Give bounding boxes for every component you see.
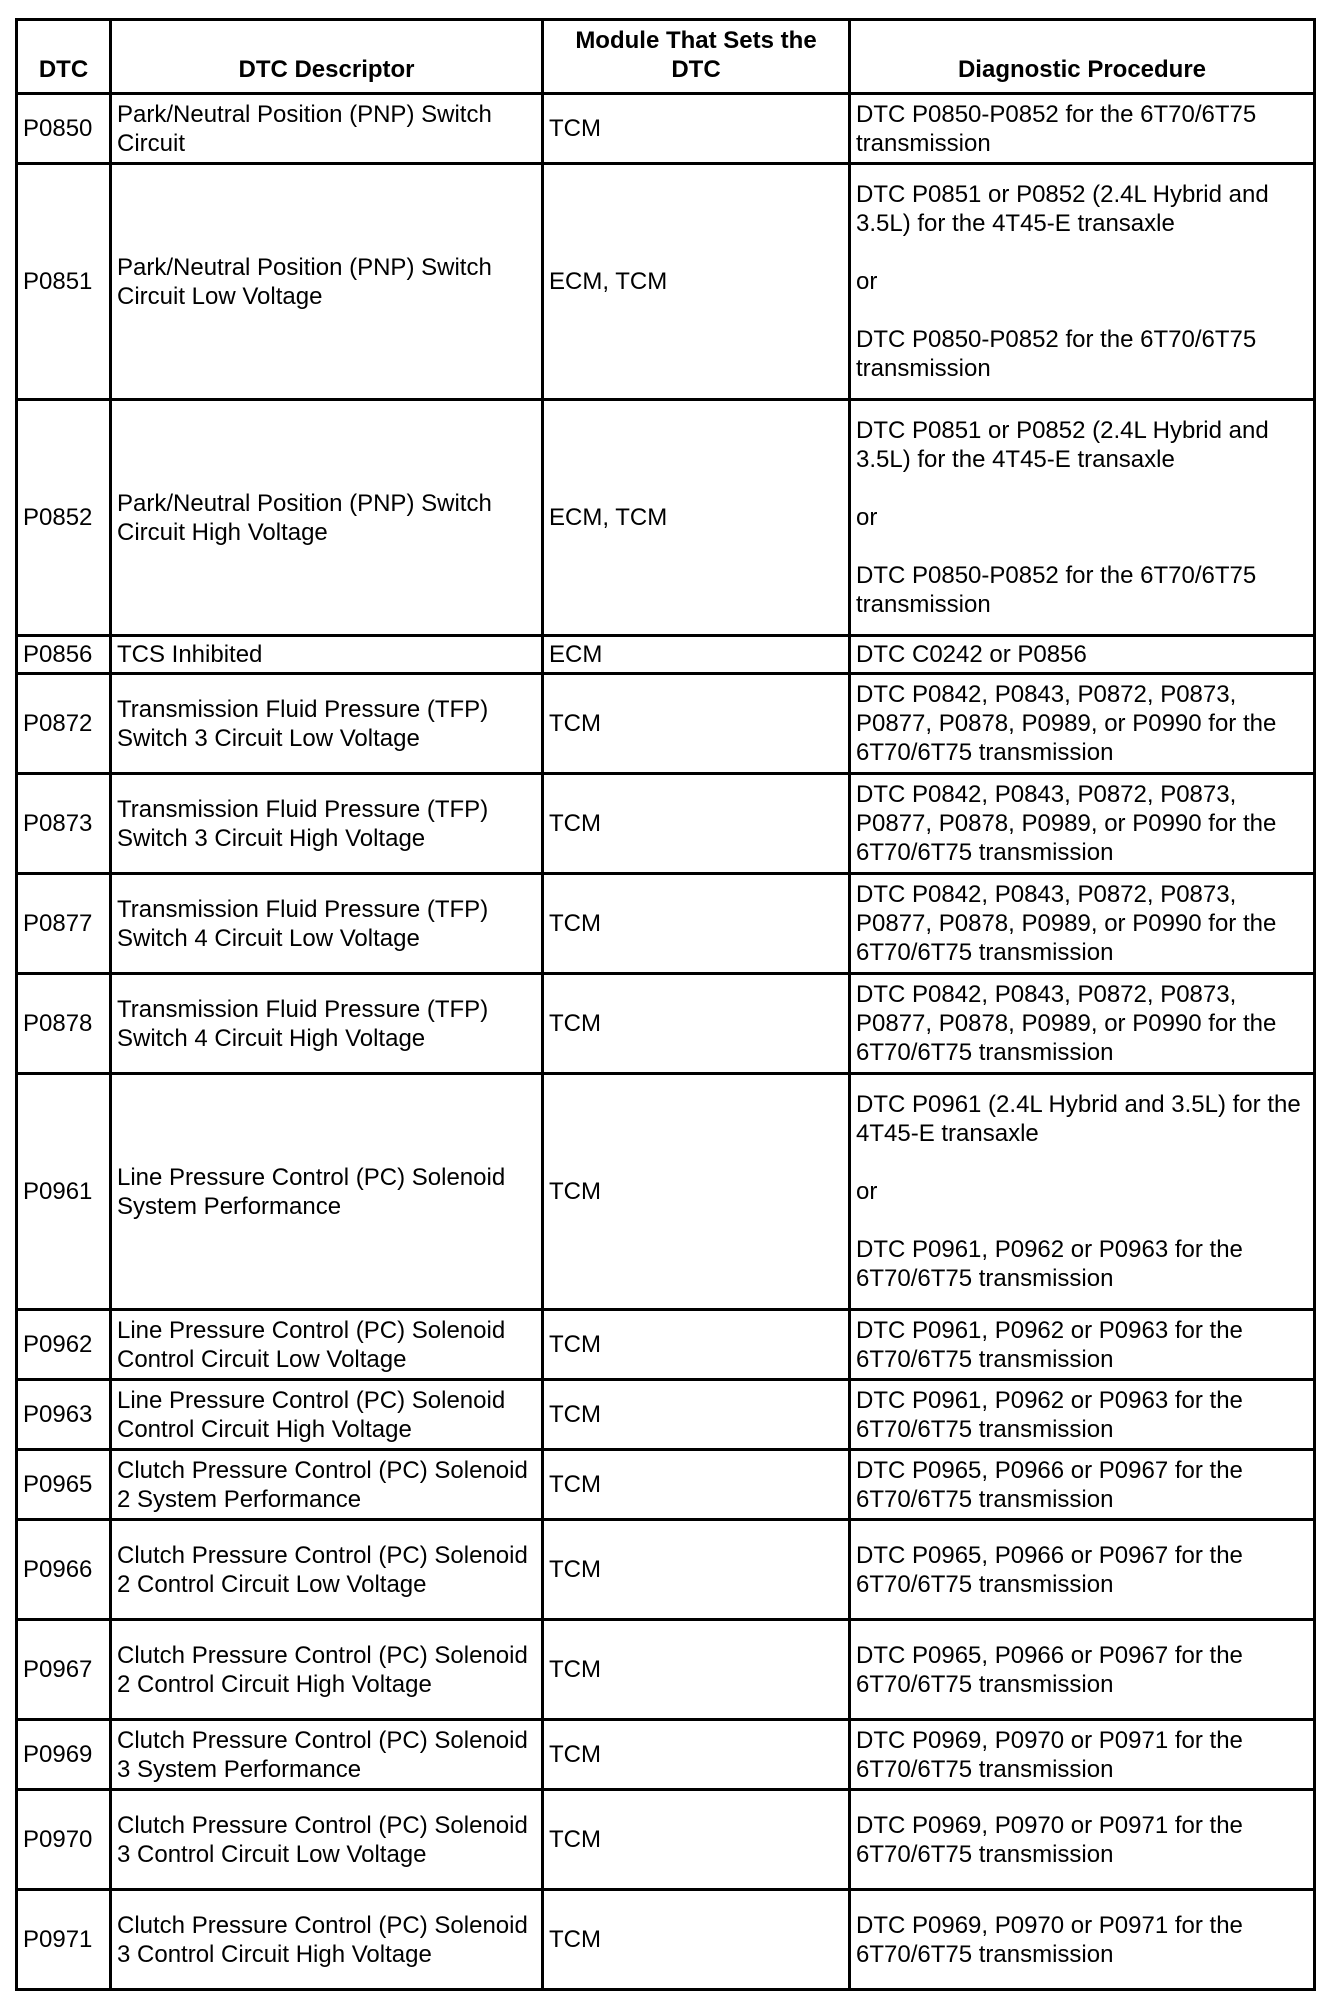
dtc-cell: P0873 bbox=[17, 774, 111, 874]
procedure-cell: DTC P0969, P0970 or P0971 for the 6T70/6T75 transmission bbox=[850, 1790, 1315, 1890]
descriptor-cell: Clutch Pressure Control (PC) Solenoid 3 System Performance bbox=[111, 1720, 543, 1790]
table-row bbox=[17, 94, 1315, 164]
module-cell: ECM, TCM bbox=[543, 400, 850, 636]
module-cell: TCM bbox=[543, 1790, 850, 1890]
procedure-cell: DTC P0961, P0962 or P0963 for the 6T70/6T75 transmission bbox=[850, 1380, 1315, 1450]
dtc-cell: P0851 bbox=[17, 164, 111, 400]
table-row bbox=[17, 164, 1315, 400]
dtc-cell: P0961 bbox=[17, 1074, 111, 1310]
procedure-cell: DTC P0842, P0843, P0872, P0873, P0877, P0878, P0989, or P0990 for the 6T70/6T75 transmission bbox=[850, 674, 1315, 774]
table-row bbox=[17, 774, 1315, 874]
module-cell: TCM bbox=[543, 1450, 850, 1520]
descriptor-cell: Transmission Fluid Pressure (TFP) Switch 4 Circuit Low Voltage bbox=[111, 874, 543, 974]
module-cell: TCM bbox=[543, 774, 850, 874]
module-cell: TCM bbox=[543, 94, 850, 164]
procedure-cell: DTC C0242 or P0856 bbox=[850, 636, 1315, 674]
table-row bbox=[17, 636, 1315, 674]
module-cell: TCM bbox=[543, 1720, 850, 1790]
dtc-cell: P0971 bbox=[17, 1890, 111, 1990]
table-row bbox=[17, 400, 1315, 636]
dtc-cell: P0965 bbox=[17, 1450, 111, 1520]
table-row bbox=[17, 1790, 1315, 1890]
dtc-cell: P0962 bbox=[17, 1310, 111, 1380]
descriptor-cell: Clutch Pressure Control (PC) Solenoid 2 System Performance bbox=[111, 1450, 543, 1520]
module-cell: TCM bbox=[543, 1074, 850, 1310]
table-row bbox=[17, 1450, 1315, 1520]
module-cell: TCM bbox=[543, 1520, 850, 1620]
module-cell: TCM bbox=[543, 1890, 850, 1990]
dtc-cell: P0856 bbox=[17, 636, 111, 674]
procedure-cell: DTC P0965, P0966 or P0967 for the 6T70/6T75 transmission bbox=[850, 1620, 1315, 1720]
header-dtc: DTC bbox=[17, 20, 111, 94]
dtc-cell: P0967 bbox=[17, 1620, 111, 1720]
procedure-cell: DTC P0842, P0843, P0872, P0873, P0877, P0878, P0989, or P0990 for the 6T70/6T75 transmission bbox=[850, 874, 1315, 974]
document-page bbox=[15, 18, 1313, 1973]
procedure-cell: DTC P0842, P0843, P0872, P0873, P0877, P0878, P0989, or P0990 for the 6T70/6T75 transmission bbox=[850, 774, 1315, 874]
descriptor-cell: Line Pressure Control (PC) Solenoid System Performance bbox=[111, 1074, 543, 1310]
procedure-cell: DTC P0965, P0966 or P0967 for the 6T70/6T75 transmission bbox=[850, 1520, 1315, 1620]
module-cell: ECM, TCM bbox=[543, 164, 850, 400]
descriptor-cell: Clutch Pressure Control (PC) Solenoid 3 Control Circuit High Voltage bbox=[111, 1890, 543, 1990]
dtc-cell: P0970 bbox=[17, 1790, 111, 1890]
table-row bbox=[17, 1520, 1315, 1620]
procedure-cell: DTC P0850-P0852 for the 6T70/6T75 transmission bbox=[850, 94, 1315, 164]
dtc-cell: P0852 bbox=[17, 400, 111, 636]
table-row bbox=[17, 1620, 1315, 1720]
descriptor-cell: Transmission Fluid Pressure (TFP) Switch 4 Circuit High Voltage bbox=[111, 974, 543, 1074]
descriptor-cell: Clutch Pressure Control (PC) Solenoid 3 Control Circuit Low Voltage bbox=[111, 1790, 543, 1890]
table-row bbox=[17, 874, 1315, 974]
procedure-cell: DTC P0851 or P0852 (2.4L Hybrid and 3.5L) for the 4T45-E transaxle or DTC P0850-P0852 for the 6T70/6T75 transmission bbox=[850, 400, 1315, 636]
table-body bbox=[17, 94, 1315, 1990]
descriptor-cell: Park/Neutral Position (PNP) Switch Circuit bbox=[111, 94, 543, 164]
module-cell: TCM bbox=[543, 874, 850, 974]
module-cell: TCM bbox=[543, 974, 850, 1074]
descriptor-cell: TCS Inhibited bbox=[111, 636, 543, 674]
descriptor-cell: Transmission Fluid Pressure (TFP) Switch 3 Circuit Low Voltage bbox=[111, 674, 543, 774]
dtc-cell: P0878 bbox=[17, 974, 111, 1074]
header-descriptor: DTC Descriptor bbox=[111, 20, 543, 94]
procedure-cell: DTC P0842, P0843, P0872, P0873, P0877, P0878, P0989, or P0990 for the 6T70/6T75 transmission bbox=[850, 974, 1315, 1074]
table-row bbox=[17, 1720, 1315, 1790]
descriptor-cell: Line Pressure Control (PC) Solenoid Control Circuit Low Voltage bbox=[111, 1310, 543, 1380]
procedure-cell: DTC P0961 (2.4L Hybrid and 3.5L) for the 4T45-E transaxle or DTC P0961, P0962 or P0963 for the 6T70/6T75 transmission bbox=[850, 1074, 1315, 1310]
header-procedure: Diagnostic Procedure bbox=[850, 20, 1315, 94]
descriptor-cell: Park/Neutral Position (PNP) Switch Circuit Low Voltage bbox=[111, 164, 543, 400]
dtc-table bbox=[15, 18, 1316, 1991]
table-row bbox=[17, 674, 1315, 774]
procedure-cell: DTC P0851 or P0852 (2.4L Hybrid and 3.5L) for the 4T45-E transaxle or DTC P0850-P0852 for the 6T70/6T75 transmission bbox=[850, 164, 1315, 400]
table-row bbox=[17, 1074, 1315, 1310]
dtc-cell: P0963 bbox=[17, 1380, 111, 1450]
dtc-cell: P0966 bbox=[17, 1520, 111, 1620]
procedure-cell: DTC P0961, P0962 or P0963 for the 6T70/6T75 transmission bbox=[850, 1310, 1315, 1380]
dtc-cell: P0850 bbox=[17, 94, 111, 164]
table-row bbox=[17, 974, 1315, 1074]
module-cell: TCM bbox=[543, 1310, 850, 1380]
dtc-cell: P0877 bbox=[17, 874, 111, 974]
module-cell: TCM bbox=[543, 1380, 850, 1450]
procedure-cell: DTC P0969, P0970 or P0971 for the 6T70/6T75 transmission bbox=[850, 1890, 1315, 1990]
descriptor-cell: Line Pressure Control (PC) Solenoid Control Circuit High Voltage bbox=[111, 1380, 543, 1450]
dtc-cell: P0872 bbox=[17, 674, 111, 774]
module-cell: ECM bbox=[543, 636, 850, 674]
descriptor-cell: Clutch Pressure Control (PC) Solenoid 2 Control Circuit Low Voltage bbox=[111, 1520, 543, 1620]
descriptor-cell: Transmission Fluid Pressure (TFP) Switch 3 Circuit High Voltage bbox=[111, 774, 543, 874]
header-module: Module That Sets the DTC bbox=[543, 20, 850, 94]
procedure-cell: DTC P0965, P0966 or P0967 for the 6T70/6T75 transmission bbox=[850, 1450, 1315, 1520]
table-row bbox=[17, 1380, 1315, 1450]
header-row bbox=[17, 20, 1315, 94]
table-row bbox=[17, 1310, 1315, 1380]
descriptor-cell: Clutch Pressure Control (PC) Solenoid 2 Control Circuit High Voltage bbox=[111, 1620, 543, 1720]
module-cell: TCM bbox=[543, 1620, 850, 1720]
table-row bbox=[17, 1890, 1315, 1990]
module-cell: TCM bbox=[543, 674, 850, 774]
descriptor-cell: Park/Neutral Position (PNP) Switch Circuit High Voltage bbox=[111, 400, 543, 636]
dtc-cell: P0969 bbox=[17, 1720, 111, 1790]
procedure-cell: DTC P0969, P0970 or P0971 for the 6T70/6T75 transmission bbox=[850, 1720, 1315, 1790]
